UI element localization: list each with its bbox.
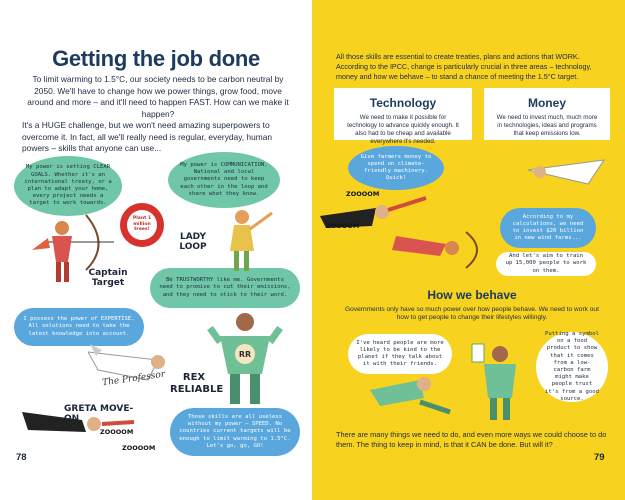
right-intro-paragraph: All those skills are essential to create treaties, plans and actions that WORK. According to the IPCC, change is particularly crucial in three areas – technology, money and how we behave – to stand a chance of meeting the 1.5°C target. [336, 52, 592, 81]
money-text: We need to invest much, much more in technologies, ideas and programs that keep emissions low. [496, 114, 598, 137]
rex-speech-bubble: Be TRUSTWORTHY like me. Governments need to promise to cut their emissions, and they need to stick to their word. [150, 268, 300, 308]
right-bottom-paragraph: There are many things we need to do, and even more ways we could choose to do them. The thing to keep in mind, is that it CAN be done. But will it? [336, 430, 607, 449]
svg-text:RR: RR [238, 350, 252, 359]
intro-paragraph: To limit warming to 1.5°C, our society needs to be carbon neutral by 2050. We'll have to change how we power things, grow food, move around and more – and it'll need to happen FAST. How can we make it happen? [27, 74, 289, 119]
calc-speech-bubble: According to my calculations, we need to invest $20 billion in new wind farms... [500, 208, 596, 248]
intro-paragraph-2: It's a HUGE challenge, but we won't need amazing superpowers to overcome it. In fact, all we'll really need is regular, everyday, human powers – skills that anyone can use... [22, 120, 273, 154]
zoom-text-2: ZOOOOM [122, 444, 156, 452]
behave-title: How we behave [427, 288, 517, 302]
zoom-text-1: ZOOOOM [100, 428, 134, 436]
technology-text: We need to make it possible for technology to advance quickly enough. It also had to be cheap and available everywhere it's needed. [347, 114, 459, 145]
heard-speech-bubble: I've heard people are more likely to be kind to the planet if they talk about it with their friends. [348, 334, 452, 374]
money-box [484, 88, 610, 140]
captain-speech-bubble: My power is setting CLEAR GOALS. Whether it's an international treaty, or a plan to adapt your home, every project needs a target to work towards. [14, 156, 122, 216]
captain-name: Captain Target [88, 268, 128, 288]
technology-title: Technology [369, 96, 437, 110]
zoom-text-4: ZOOOOM [326, 222, 360, 230]
flying-heroes-illustration [316, 186, 496, 276]
zoom-text-3: ZOOOOM [346, 190, 380, 198]
page-title: Getting the job done [52, 46, 260, 71]
professor-name: The Professor [101, 369, 166, 389]
behave-heroes-illustration [360, 340, 540, 425]
behave-box [334, 284, 610, 330]
money-title: Money [527, 96, 566, 110]
target-text: Plant 1 million trees! [132, 216, 152, 232]
page-number-left: 78 [16, 452, 27, 463]
train-speech-bubble: And let's aim to train up 15,000 people to work on them. [496, 252, 596, 276]
rex-reliable-name: REX RELIABLE [170, 372, 224, 395]
greta-speech-bubble: Those skills are all useless without my power – SPEED. No countries current targets will be enough to limit warming to 1.5°C. Let's go, go, GO! [170, 408, 300, 456]
professor-speech-bubble: I possess the power of EXPERTISE. All solutions need to take the latest knowledge into account. [14, 308, 144, 346]
behave-text: Governments only have so much power over how people behave. We need to work out how to get people to change their lifestyles willingly. [345, 306, 599, 322]
greta-name: GRETA MOVE-ON [64, 404, 134, 424]
lady-speech-bubble: My power is COMMUNICATION. National and local governments need to keep each other in the loop and share what they know. [168, 152, 280, 208]
technology-box [334, 88, 472, 145]
symbol-speech-bubble: Putting a symbol on a food product to show that it comes from a low-carbon farm might make people trust it's from a good source. [536, 332, 608, 402]
lady-loop-name: LADY LOOP [179, 232, 207, 252]
page-number-right: 79 [594, 452, 605, 463]
paper-plane-illustration [528, 156, 608, 196]
farmers-speech-bubble: Give farmers money to spend on climate-friendly machinery. Quick! [348, 146, 444, 190]
lady-loop-illustration [210, 205, 280, 275]
